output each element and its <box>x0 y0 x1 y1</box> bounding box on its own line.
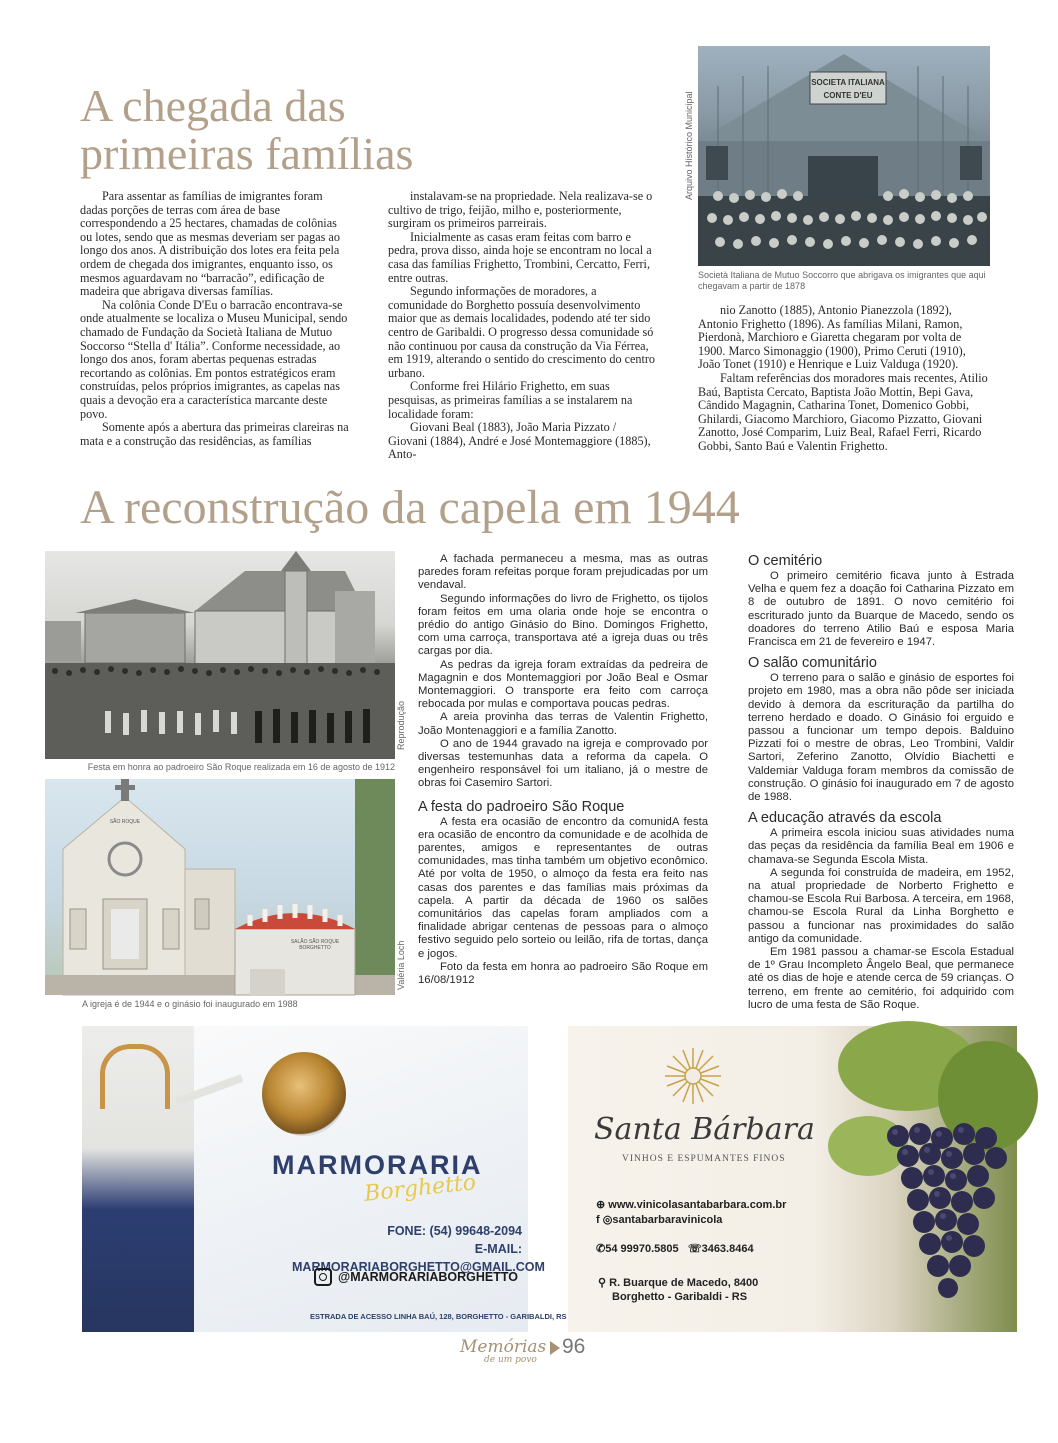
escola-text <box>748 827 1014 1012</box>
santa-barbara-brand: Santa Bárbara <box>594 1112 815 1147</box>
paragraph: Somente após a abertura das primeiras clareiras na mata e a construção das residências, as famílias <box>80 420 349 448</box>
paragraph: A areia provinha das terras de Valentin Frighetto, João Montenaggiori e a família Zanotto. <box>418 711 708 737</box>
societa-sign <box>810 76 886 102</box>
cemiterio-heading: O cemitério <box>748 553 823 569</box>
church-illustration <box>45 779 395 995</box>
section2-title: A reconstrução da capela em 1944 <box>80 481 740 534</box>
section2-middle-column <box>418 553 708 987</box>
paragraph: A primeira escola iniciou suas atividades numa das peças da residência da família Beal em 1906 e chamava-se Segunda Escola Mista. <box>748 827 1014 866</box>
marmoraria-brand: MARMORARIA <box>272 1150 483 1180</box>
festa-1912-illustration <box>45 551 395 759</box>
festa-text <box>418 816 708 988</box>
paragraph: Em 1981 passou a chamar-se Escola Estadual de 1º Grau Incompleto Ângelo Beal, que permanece até os dias de hoje e atende cerca de 59 crianças. O terreno, em frente ao cemitério, foi adquirido com lucro de uma festa de São Roque. <box>748 946 1014 1011</box>
footer-arrow-icon <box>550 1341 560 1355</box>
section1-title <box>80 82 640 178</box>
paragraph: Conforme frei Hilário Frighetto, em suas pesquisas, as primeiras famílias a se instalarem na localidade foram: <box>388 379 633 421</box>
section1-title-line2: primeiras famílias <box>80 128 414 179</box>
paragraph: Segundo informações do livro de Frighetto, os tijolos foram feitos em uma olaria onde hoje se encontra o prédio do antigo Ginásio do Bino. Domingos Frighetto, com uma carroça, transportava até a igreja duas ou três cargas por dia. <box>418 592 708 658</box>
santa-barbara-tagline: VINHOS E ESPUMANTES FINOS <box>622 1154 786 1164</box>
marmoraria-address: ESTRADA DE ACESSO LINHA BAÚ, 128, BORGHETTO - GARIBALDI, RS <box>310 1312 567 1321</box>
paragraph: O terreno para o salão e ginásio de esportes foi projeto em 1980, mas a obra não pôde ser iniciada devido à demora da escrituração da partilha do terreno herdado e doado. O Ginásio foi erguido e passou a funcionar um tempo depois. Balduino Pizzati foi o mestre de obras, Leo Trombini, Valdir Sartori, Zeferino Zanotto, Olvídio Biachetti e Valdemiar Valduga foram membros da comissão de construção. O ginásio foi inaugurado em 7 de agosto de 1988. <box>748 672 1014 804</box>
cemiterio-text <box>748 570 1014 649</box>
church-photo-credit: Valéria Loch <box>396 940 406 990</box>
escola-heading: A educação através da escola <box>748 810 942 827</box>
marmoraria-script: Borghetto <box>363 1170 478 1207</box>
reconstruction-text <box>418 553 708 791</box>
paragraph: nio Zanotto (1885), Antonio Pianezzola (1892), Antonio Frighetto (1896). As famílias Milani, Ramon, Pierdonà, Marchioro e Giaretta chegaram por volta de 1900. Marco Simonaggio (1900), Primo Ceruti (1910), João Tonet (1910) e Henrique e Luiz Valduga (1920). <box>698 303 966 372</box>
gym-sign: SALÃO SÃO ROQUE BORGHETTO <box>290 939 340 951</box>
paragraph: A segunda foi construída de madeira, em 1952, na atual propriedade de Norberto Frighetto e chamou-se Escola Rui Barbosa. A terceira, em 1968, chamou-se Escola Rural da Linha Borghetto e passou a funcionar nas proximidades do salão antigo da comunidade. <box>748 866 1014 945</box>
paragraph: O ano de 1944 gravado na igreja e comprovado por diversas testemunhas data a reforma da capela. O engenheiro responsável foi um italiano, já o mestre de obras foi Casemiro Sartori. <box>418 737 708 790</box>
section1-column-1 <box>80 190 352 448</box>
santa-barbara-website-row[interactable] <box>596 1198 786 1213</box>
festa-photo-credit: Reprodução <box>396 700 406 750</box>
paragraph: As pedras da igreja foram extraídas da pedreira de Magagnin e dos Montemaggiori por João Beal e Osmar Montemaggiori. O transporte era feito com carroça rebocada por mulas e comportava poucas pedras. <box>418 658 708 711</box>
santa-barbara-web <box>596 1198 786 1228</box>
paragraph: Inicialmente as casas eram feitas com barro e pedra, prova disso, ainda hoje se encontram no local a casa das famílias Frighetto, Trombini, Cercatto, Ferri, entre outras. <box>388 229 652 285</box>
societa-sign-line1: SOCIETA ITALIANA <box>811 78 885 87</box>
paragraph: O primeiro cemitério ficava junto à Estrada Velha e quem fez a doação foi Catharina Pizzato em 8 de outubro de 1891. O novo cemitério foi escriturado junto da Buarque de Macedo, sendo os doadores do terreno Atilio Baú e esposa Maria Francisca em 21 de fevereiro e 1947. <box>748 570 1014 649</box>
paragraph: Faltam referências dos moradores mais recentes, Atilio Baú, Baptista Cercato, Baptista João Mottin, Bepi Gava, Cândido Magagnin, Catharina Tonet, Domenico Gobbi, Ghilardi, Giacomo Marchioro, Giacomo Pizzatto, Giovani Zanotto, José Comparim, Luiz Beal, Rafael Ferri, Ricardo Gobbi, Santo Baú e Valentin Frighetto. <box>698 370 988 453</box>
paragraph: instalavam-se na propriedade. Nela realizava-se o cultivo de trigo, feijão, milho e, posteriormente, surgiram os primeiros parreirais. <box>388 189 653 231</box>
whatsapp-icon: ✆ <box>596 1243 606 1255</box>
santa-barbara-address <box>598 1276 758 1304</box>
footer-logo-sub: de um povo <box>484 1355 537 1365</box>
grapes-illustration <box>848 1026 1017 1332</box>
marmoraria-email: E-MAIL: MARMORARIABORGHETTO@GMAIL.COM <box>292 1242 545 1274</box>
paragraph: Giovani Beal (1883), João Maria Pizzato / Giovani (1884), André e José Montemaggiore (1885), Anto- <box>388 420 651 462</box>
section1-column-2 <box>388 190 656 462</box>
festa-1912-photo <box>45 551 395 759</box>
marmoraria-instagram-handle: @MARMORARIABORGHETTO <box>338 1270 519 1284</box>
section1-column-3 <box>698 304 990 454</box>
paragraph: Foto da festa em honra ao padroeiro São Roque em 16/08/1912 <box>418 960 708 987</box>
church-photo-caption: A igreja é de 1944 e o ginásio foi inaugurado em 1988 <box>82 999 298 1009</box>
drain-icon <box>262 1052 346 1136</box>
societa-sign-line2: CONTE D'EU <box>823 91 873 100</box>
paragraph: Para assentar as famílias de imigrantes foram dadas porções de terras com área de base correspondendo a 25 hectares, chamadas de colônias ou lotes, sendo que as mesmas deveriam ser pagas ao longo dos anos. A distribuição dos lotes era feita pela ordem de chegada dos imigrantes, enquanto isso, os mesmos aguardavam no “barracão”, edificação de madeira que abrigava diversas famílias. <box>80 189 340 299</box>
section1-title-line1: A chegada das <box>80 80 346 131</box>
marmoraria-ad <box>82 1026 567 1332</box>
footer-logo: Memórias <box>460 1337 547 1357</box>
societa-photo-caption: Società Italiana de Mutuo Soccorro que abrigava os imigrantes que aqui chegavam a partir de 1878 <box>698 270 986 291</box>
page-footer <box>460 1335 600 1375</box>
sun-logo-icon <box>663 1046 723 1106</box>
festa-photo-caption: Festa em honra ao padroeiro São Roque realizada em 16 de agosto de 1912 <box>87 762 395 772</box>
paragraph: Na colônia Conde D'Eu o barracão encontrava-se onde atualmente se localiza o Museu Municipal, sendo chamado de Fundação da Società Italiana de Mutuo Soccorso “Stella d' Itália”. Conforme necessidade, ao longo dos anos, foram abertas pequenas estradas recortando as colônias. Em pontos estratégicos eram construídas, pelos próprios imigrantes, as capelas nas quais a devoção era a característica marcante deste povo. <box>80 297 348 421</box>
societa-italiana-photo <box>698 46 990 266</box>
location-pin-icon: ⚲ <box>598 1277 607 1289</box>
faucet-icon <box>100 1044 170 1109</box>
santa-barbara-social-row[interactable] <box>596 1213 786 1228</box>
social-icon: f ◎ <box>596 1214 613 1226</box>
santa-barbara-ad <box>568 1026 1017 1332</box>
instagram-icon <box>314 1268 332 1286</box>
santa-barbara-social: santabarbaravinicola <box>612 1214 723 1226</box>
page-number: 96 <box>562 1335 586 1358</box>
marmoraria-instagram[interactable] <box>314 1268 518 1286</box>
paragraph: A fachada permaneceu a mesma, mas as outras paredes foram refeitas porque foram prejudicadas por um vendaval. <box>418 553 708 592</box>
santa-barbara-phone[interactable]: 3463.8464 <box>701 1243 754 1255</box>
festa-heading: A festa do padroeiro São Roque <box>418 798 625 815</box>
church-sign: SÃO ROQUE <box>109 819 141 825</box>
phone-icon: ☏ <box>687 1243 702 1255</box>
marmoraria-phone: FONE: (54) 99648-2094 <box>387 1224 522 1238</box>
santa-barbara-address-line2: Borghetto - Garibaldi - RS <box>612 1291 748 1303</box>
church-photo <box>45 779 395 995</box>
salao-heading: O salão comunitário <box>748 655 877 672</box>
section2-right-column <box>748 553 1014 1012</box>
paragraph: A festa era ocasião de encontro da comunidA festa era ocasião de encontro da comunidade e de acolhida de parentes, amigos e representantes de outras comunidades, mas tinha também um objetivo econômico. Até por volta de 1950, o almoço da festa era feito nas casas dos parentes e das famílias mais próximas da capela. A partir da década de 1960 os salões comunitários das capelas foram ampliados com a finalidade abrigar centenas de pessoas para o almoço festivo seguido pelo sorteio ou leilão, rifa de tortas, dança e jogos. <box>418 815 708 960</box>
salao-text <box>748 672 1014 804</box>
globe-icon: ⊕ <box>596 1199 606 1211</box>
paragraph: Segundo informações de moradores, a comunidade do Borghetto possuía desenvolvimento maior que as demais localidades, podendo até ter sido centro de Garibaldi. O progresso dessa comunidade só não continuou por causa da construção da Via Férrea, em 1919, alterando o sentido do crescimento do centro urbano. <box>388 284 656 380</box>
santa-barbara-address-line1: R. Buarque de Macedo, 8400 <box>609 1277 759 1289</box>
santa-barbara-website: www.vinicolasantabarbara.com.br <box>608 1199 787 1211</box>
santa-barbara-phones <box>596 1242 754 1255</box>
societa-photo-credit: Arquivo Histórico Municipal <box>684 91 694 200</box>
santa-barbara-whatsapp[interactable]: 54 99970.5805 <box>605 1243 679 1255</box>
